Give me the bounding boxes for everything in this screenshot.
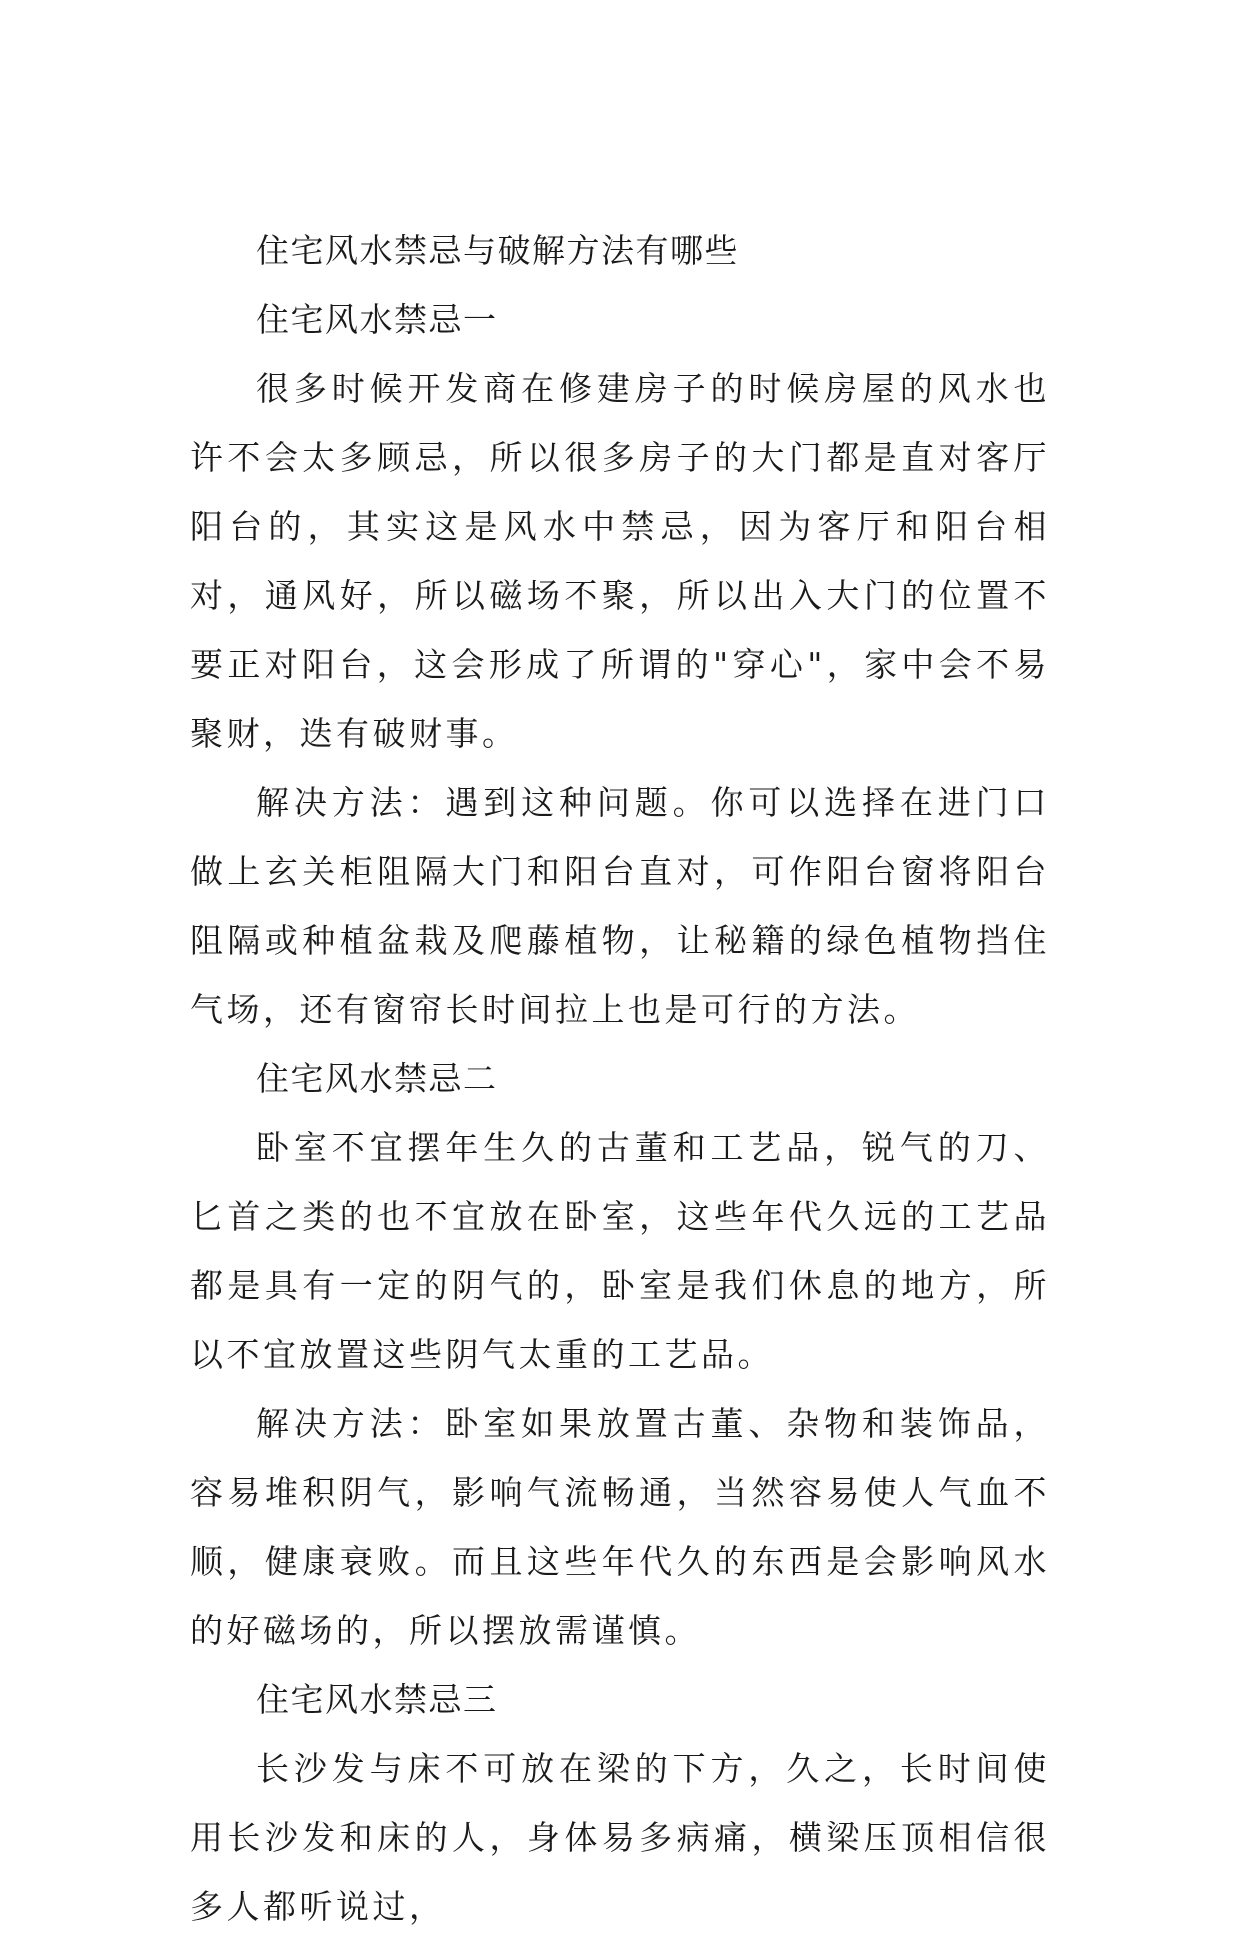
body-paragraph: 卧室不宜摆年生久的古董和工艺品，锐气的刀、匕首之类的也不宜放在卧室，这些年代久远的工艺品都是具有一定的阴气的，卧室是我们休息的地方，所以不宜放置这些阴气太重的工艺品。 (190, 1128, 1050, 1374)
solution-paragraph: 解决方法：遇到这种问题。你可以选择在进门口做上玄关柜阻隔大门和阳台直对，可作阳台窗将阳台阻隔或种植盆栽及爬藤植物，让秘籍的绿色植物挡住气场，还有窗帘长时间拉上也是可行的方法。 (190, 783, 1050, 1029)
section-heading: 住宅风水禁忌二 (256, 1059, 498, 1098)
section-heading: 住宅风水禁忌三 (256, 1680, 498, 1719)
document-title: 住宅风水禁忌与破解方法有哪些 (256, 231, 739, 270)
body-paragraph: 长沙发与床不可放在梁的下方，久之，长时间使用长沙发和床的人，身体易多病痛，横梁压顶相信很多人都听说过， (190, 1749, 1050, 1926)
document-page (190, 216, 1050, 1941)
solution-paragraph: 解决方法：卧室如果放置古董、杂物和装饰品，容易堆积阴气，影响气流畅通，当然容易使人气血不顺，健康衰败。而且这些年代久的东西是会影响风水的好磁场的，所以摆放需谨慎。 (190, 1404, 1050, 1650)
section-heading: 住宅风水禁忌一 (256, 300, 498, 339)
body-paragraph: 很多时候开发商在修建房子的时候房屋的风水也许不会太多顾忌，所以很多房子的大门都是直对客厅阳台的，其实这是风水中禁忌，因为客厅和阳台相对，通风好，所以磁场不聚，所以出入大门的位置不要正对阳台，这会形成了所谓的"穿心"，家中会不易聚财，迭有破财事。 (190, 369, 1050, 753)
